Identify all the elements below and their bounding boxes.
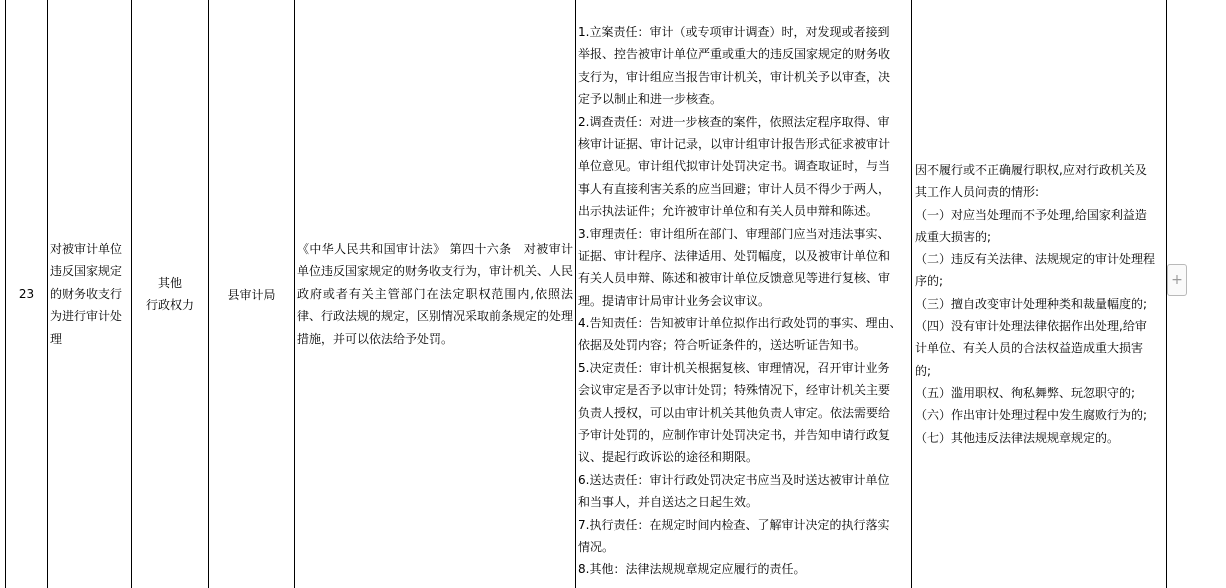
accountability-line: （一）对应当处理而不予处理,给国家利益造 xyxy=(915,207,1147,222)
row-number-cell xyxy=(6,0,47,588)
responsibility-line: 议、提起行政诉讼的途径和期限。 xyxy=(578,450,759,465)
responsibility-line: 出示执法证件；允许被审计单位和有关人员申辩和陈述。 xyxy=(578,204,879,219)
row-number: 23 xyxy=(18,287,35,301)
responsibility-line: 和当事人，并自送达之日起生效。 xyxy=(578,495,759,510)
responsibility-line: 举报、控告被审计单位严重或重大的违反国家规定的财务收 xyxy=(578,47,891,62)
power-type-cell xyxy=(132,0,208,588)
legal-basis-cell xyxy=(295,0,575,588)
column-divider xyxy=(575,0,576,588)
responsibility-line: 单位意见。审计组代拟审计处罚决定书。调查取证时，与当 xyxy=(578,159,891,174)
responsibility-line: 7.执行责任：在规定时间内检查、了解审计决定的执行落实 xyxy=(578,517,890,532)
responsibility-line: 8.其他：法律法规规章规定应履行的责任。 xyxy=(578,562,806,577)
responsibility-line: 支行为，审计组应当报告审计机关，审计机关予以审查，决 xyxy=(578,69,891,84)
accountability-line: （五）滥用职权、徇私舞弊、玩忽职守的; xyxy=(915,385,1136,400)
responsibility-line: 证据、审计程序、法律适用、处罚幅度，以及被审计单位和 xyxy=(578,248,891,263)
responsibility-line: 依据及处罚内容；符合听证条件的，送达听证告知书。 xyxy=(578,338,867,353)
column-divider xyxy=(911,0,912,588)
responsibility-line: 事人有直接利害关系的应当回避；审计人员不得少于两人， xyxy=(578,181,891,196)
legal-basis: 《中华人民共和国审计法》 第四十六条 对被审计单位违反国家规定的财务收支行为，审计机关、人民政府或者有关主管部门在法定职权范围内,依照法律、行政法规的规定，区别情况采取前条规定的处理措施，并可以依法给予处罚。 xyxy=(297,241,574,346)
plus-icon: + xyxy=(1171,272,1183,288)
responsibility-line: 理。提请审计局审计业务会议审议。 xyxy=(578,293,771,308)
accountability-line: 序的; xyxy=(915,274,944,289)
accountability-line: 因不履行或不正确履行职权,应对行政机关及 xyxy=(915,163,1147,177)
responsibility-line: 2.调查责任：对进一步核查的案件，依照法定程序取得、审 xyxy=(578,114,890,129)
accountability-line: 成重大损害的; xyxy=(915,229,992,244)
department: 县审计局 xyxy=(227,287,276,302)
item-name: 对被审计单位违反国家规定的财务收支行为进行审计处理 xyxy=(50,241,123,346)
responsibility-line: 5.决定责任：审计机关根据复核、审理情况，召开审计业务 xyxy=(578,360,890,375)
accountability-line: （六）作出审计处理过程中发生腐败行为的; xyxy=(915,408,1148,423)
accountability-list xyxy=(915,159,1167,449)
add-row-button[interactable] xyxy=(1167,264,1187,296)
accountability-line: 的; xyxy=(915,363,932,378)
responsibility-line: 核审计证据、审计记录，以审计组审计报告形式征求被审计 xyxy=(578,136,891,151)
item-name-cell xyxy=(48,0,131,588)
accountability-line: （七）其他违反法律法规规章规定的。 xyxy=(915,430,1120,445)
accountability-line: （四）没有审计处理法律依据作出处理,给审 xyxy=(915,319,1147,334)
accountability-line: （三）擅自改变审计处理种类和裁量幅度的; xyxy=(915,296,1148,311)
responsibility-line: 1.立案责任：审计（或专项审计调查）时，对发现或者接到 xyxy=(578,25,890,39)
responsibility-line: 6.送达责任：审计行政处罚决定书应当及时送达被审计单位 xyxy=(578,472,890,487)
department-cell xyxy=(209,0,294,588)
responsibility-line: 3.审理责任：审计组所在部门、审理部门应当对违法事实、 xyxy=(578,226,890,241)
power-type: 其他 行政权力 xyxy=(145,275,194,312)
responsibility-line: 定予以制止和进一步核查。 xyxy=(578,92,723,107)
responsibility-line: 会议审定是否予以审计处罚；特殊情况下，经审计机关主要 xyxy=(578,383,891,398)
accountability-line: （二）违反有关法律、法规规定的审计处理程 xyxy=(915,252,1156,267)
responsibilities-list xyxy=(578,21,910,581)
responsibility-line: 予审计处罚的，应制作审计处罚决定书，并告知申请行政复 xyxy=(578,428,891,443)
responsibility-line: 4.告知责任：告知被审计单位拟作出行政处罚的事实、理由、 xyxy=(578,316,902,331)
responsibility-line: 有关人员申辩、陈述和被审计单位反馈意见等进行复核、审 xyxy=(578,271,891,286)
accountability-line: 其工作人员问责的情形: xyxy=(915,185,1040,200)
accountability-line: 计单位、有关人员的合法权益造成重大损害 xyxy=(915,341,1144,356)
responsibility-line: 负责人授权，可以由审计机关其他负责人审定。依法需要给 xyxy=(578,405,891,420)
responsibility-line: 情况。 xyxy=(578,539,615,554)
